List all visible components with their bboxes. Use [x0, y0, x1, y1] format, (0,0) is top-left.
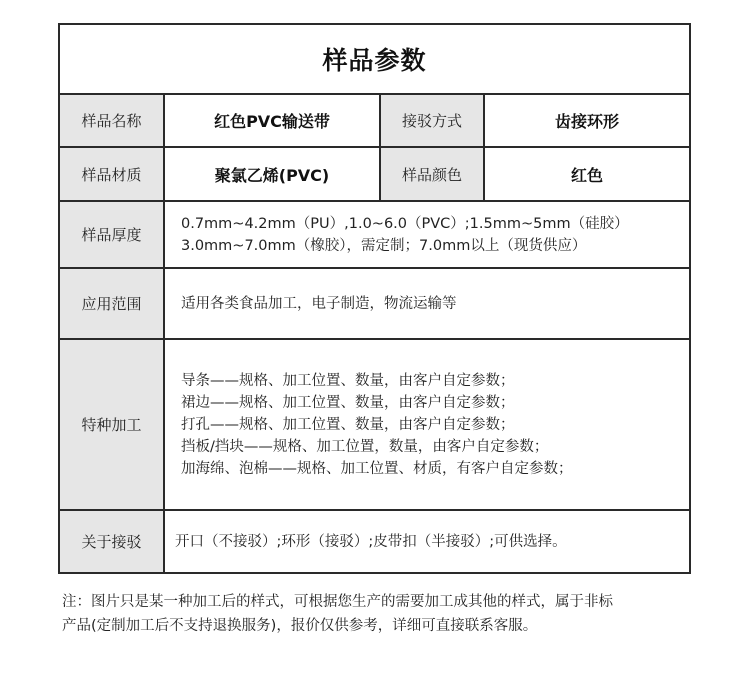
row-sample-name [60, 95, 689, 148]
value-sample-color: 红色 [570, 165, 603, 185]
label-about-joint: 关于接驳 [60, 511, 165, 572]
value-about-joint: 开口（不接驳）;环形（接驳）;皮带扣（半接驳）;可供选择。 [175, 533, 567, 550]
table-title: 样品参数 [60, 25, 689, 95]
footnote-line: 注：图片只是某一种加工后的样式，可根据您生产的需要加工成其他的样式，属于非标 [62, 594, 613, 610]
label-application-scope: 应用范围 [60, 269, 165, 338]
row-sample-material [60, 148, 689, 202]
spec-table [58, 23, 691, 574]
label-sample-thickness: 样品厚度 [60, 202, 165, 267]
label-sample-color: 样品颜色 [379, 148, 485, 200]
thickness-line: 3.0mm~7.0mm（橡胶），需定制；7.0mm以上（现货供应） [181, 237, 587, 254]
value-sample-thickness [165, 202, 689, 267]
label-joint-method: 接驳方式 [379, 95, 485, 146]
special-line: 打孔——规格、加工位置、数量，由客户自定参数； [181, 416, 515, 433]
row-application-scope [60, 269, 689, 340]
value-application-scope: 适用各类食品加工，电子制造，物流运输等 [181, 295, 457, 312]
footnote-line: 产品(定制加工后不支持退换服务)，报价仅供参考，详细可直接联系客服。 [62, 618, 538, 634]
footnote [62, 590, 702, 638]
label-sample-material: 样品材质 [60, 148, 165, 200]
row-special-processing [60, 340, 689, 511]
special-line: 加海绵、泡棉——规格、加工位置、材质，有客户自定参数； [181, 460, 573, 477]
value-sample-name: 红色PVC输送带 [214, 112, 330, 131]
row-about-joint [60, 511, 689, 572]
value-joint-method: 齿接环形 [554, 112, 619, 131]
value-special-processing [165, 340, 689, 509]
label-sample-name: 样品名称 [60, 95, 165, 146]
thickness-line: 0.7mm~4.2mm（PU）,1.0~6.0（PVC）;1.5mm~5mm（硅胶） [181, 215, 629, 232]
row-sample-thickness [60, 202, 689, 269]
label-special-processing: 特种加工 [60, 340, 165, 509]
special-line: 挡板/挡块——规格、加工位置，数量，由客户自定参数； [181, 438, 549, 455]
special-line: 裙边——规格、加工位置、数量，由客户自定参数； [181, 394, 515, 411]
value-sample-material: 聚氯乙烯(PVC) [214, 165, 330, 185]
special-line: 导条——规格、加工位置、数量，由客户自定参数； [181, 372, 515, 389]
